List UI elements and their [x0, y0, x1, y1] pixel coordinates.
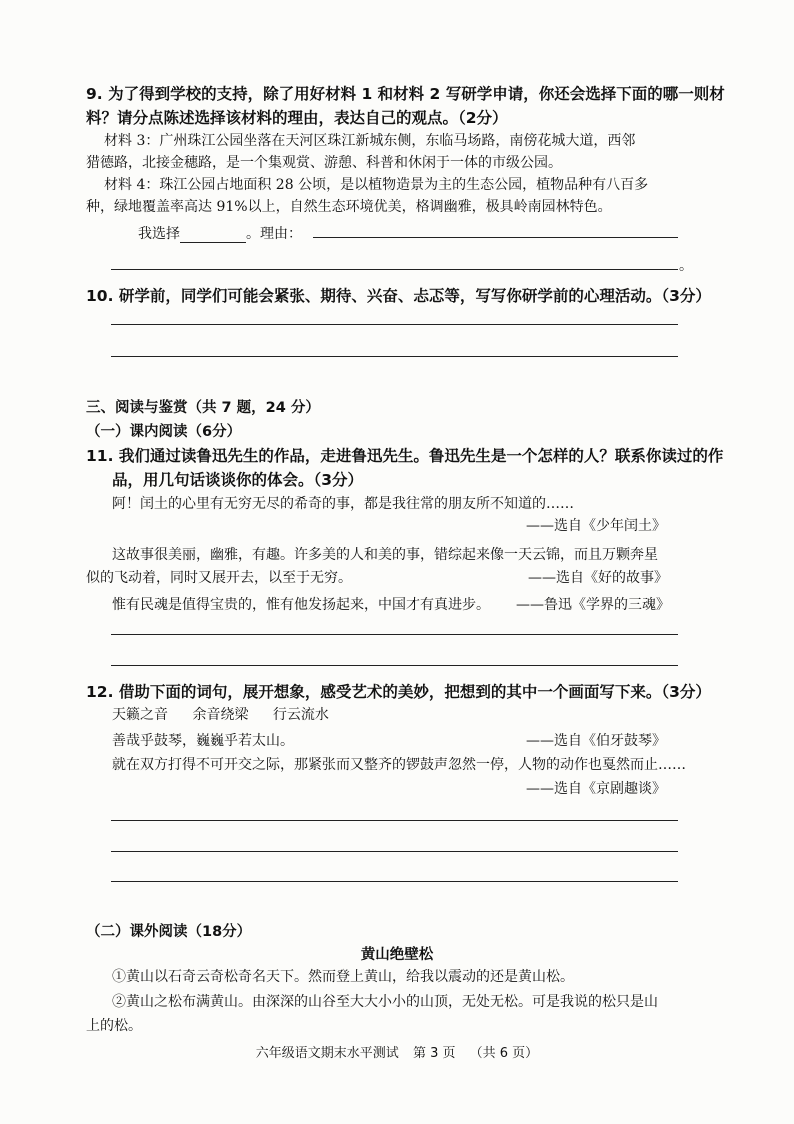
material4-line2: 种，绿地覆盖率高达 91%以上，自然生态环境优美，格调幽雅，极具岭南园林特色。: [86, 199, 612, 215]
q9-end-mark: 。: [679, 258, 693, 274]
q12-source1: ——选自《伯牙鼓琴》: [526, 733, 666, 749]
section3-heading: 三、阅读与鉴赏（共 7 题，24 分）: [86, 400, 320, 416]
q9-stem-line1: 9. 为了得到学校的支持，除了用好材料 1 和材料 2 写研学申请，你还会选择下面的哪一则材: [86, 85, 725, 103]
material3-line1: 材料 3：广州珠江公园坐落在天河区珠江新城东侧，东临马场路，南傍花城大道，西邻: [104, 133, 636, 149]
q9-stem-line2: 料？请分点陈述选择该材料的理由，表达自己的观点。（2分）: [86, 109, 508, 127]
choose-row: [138, 223, 302, 243]
q12-word-row: [112, 704, 329, 724]
q11-stem-line1: 11. 我们通过读鲁迅先生的作品，走进鲁迅先生。鲁迅先生是一个怎样的人？联系你读过的作: [86, 447, 724, 465]
q11-answer-line-2[interactable]: [111, 665, 678, 666]
footer-page-number: 第 3 页: [412, 1046, 456, 1061]
q11-source3: ——鲁迅《学界的三魂》: [516, 597, 670, 613]
q12-quote2: 就在双方打得不可开交之际，那紧张而又整齐的锣鼓声忽然一停，人物的动作也戛然而止……: [112, 757, 686, 773]
q11-stem-line2: 品，用几句话谈谈你的体会。（3分）: [112, 471, 364, 489]
q11-quote2-line1: 这故事很美丽，幽雅，有趣。许多美的人和美的事，错综起来像一天云锦，而且万颗奔星: [112, 547, 658, 563]
q11-quote3: 惟有民魂是值得宝贵的，惟有他发扬起来，中国才有真进步。: [112, 597, 490, 613]
choose-label: 我选择: [138, 226, 180, 242]
q10-answer-line-1[interactable]: [111, 324, 678, 325]
reason-label: 。理由：: [246, 226, 302, 242]
q10-stem: 10. 研学前，同学们可能会紧张、期待、兴奋、忐忑等，写写你研学前的心理活动。（3分）: [86, 287, 711, 305]
q11-quote2-line2: 似的飞动着，同时又展开去，以至于无穷。: [86, 570, 352, 586]
footer-total-pages: （共 6 页）: [469, 1046, 539, 1061]
q11-quote1: 阿！闰土的心里有无穷无尽的希奇的事，都是我往常的朋友所不知道的……: [112, 496, 574, 512]
material4-line1: 材料 4：珠江公园占地面积 28 公顷，是以植物造景为主的生态公园，植物品种有八百多: [104, 177, 649, 193]
passage-title: 黄山绝壁松: [360, 947, 434, 963]
passage-paragraph-2-line2: 上的松。: [86, 1018, 142, 1034]
passage-paragraph-2-line1: ②黄山之松布满黄山。由深深的山谷至大大小小的山顶，无处无松。可是我说的松只是山: [112, 994, 658, 1010]
q12-answer-line-3[interactable]: [111, 881, 678, 882]
q12-quote1: 善哉乎鼓琴，巍巍乎若太山。: [112, 733, 294, 749]
q10-answer-line-2[interactable]: [111, 356, 678, 357]
q12-answer-line-1[interactable]: [111, 820, 678, 821]
q12-answer-line-2[interactable]: [111, 851, 678, 852]
reason-answer-line-1[interactable]: [313, 237, 678, 238]
material3-line2: 猎德路，北接金穗路，是一个集观赏、游憩、科普和休闲于一体的市级公园。: [86, 155, 562, 171]
q11-source1: ——选自《少年闰土》: [526, 518, 666, 534]
q12-source2: ——选自《京剧趣谈》: [526, 781, 666, 797]
passage-paragraph-1: ①黄山以石奇云奇松奇名天下。然而登上黄山，给我以震动的还是黄山松。: [112, 969, 574, 985]
footer-exam-name: 六年级语文期末水平测试: [255, 1046, 399, 1061]
q12-stem: 12. 借助下面的词句，展开想象，感受艺术的美妙，把想到的其中一个画面写下来。（3分）: [86, 683, 711, 701]
extra-reading-heading: （二）课外阅读（18分）: [86, 924, 252, 940]
choice-blank[interactable]: [180, 228, 246, 243]
reason-answer-line-2[interactable]: [111, 269, 678, 270]
q12-word: 余音绕梁: [192, 707, 249, 723]
q12-word: 天籁之音: [112, 707, 168, 723]
q12-word: 行云流水: [272, 707, 329, 723]
in-class-reading-heading: （一）课内阅读（6分）: [86, 424, 242, 440]
page-footer: [0, 1042, 794, 1061]
q11-source2: ——选自《好的故事》: [528, 570, 668, 586]
q11-answer-line-1[interactable]: [111, 634, 678, 635]
